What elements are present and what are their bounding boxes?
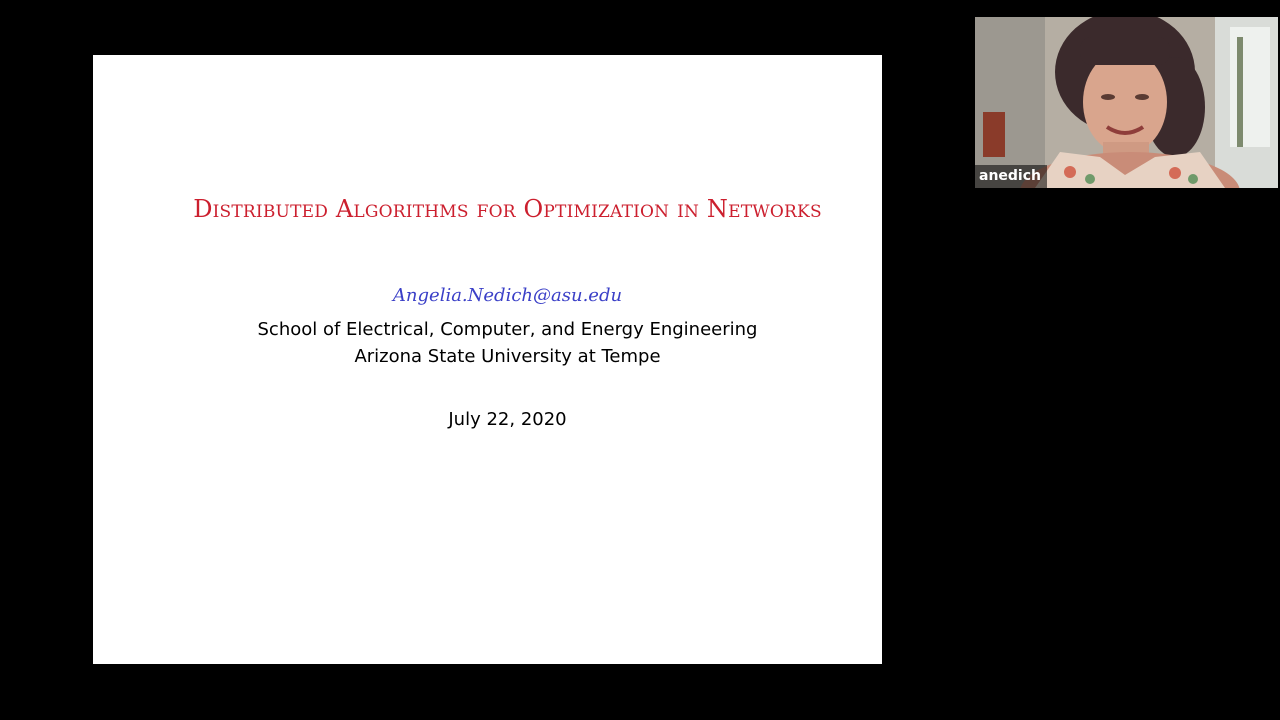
participant-video-tile[interactable] xyxy=(975,17,1278,188)
shared-slide xyxy=(93,55,882,664)
participant-video-frame xyxy=(975,17,1278,188)
presenter-email: Angelia.Nedich@asu.edu xyxy=(392,285,623,306)
affiliation-school: School of Electrical, Computer, and Energy Engineering xyxy=(257,319,758,340)
affiliation-university: Arizona State University at Tempe xyxy=(354,346,661,367)
participant-name-label: anedich xyxy=(975,165,1047,188)
slide-title: Distributed Algorithms for Optimization in Networks xyxy=(193,195,822,223)
presentation-date: July 22, 2020 xyxy=(448,409,567,430)
